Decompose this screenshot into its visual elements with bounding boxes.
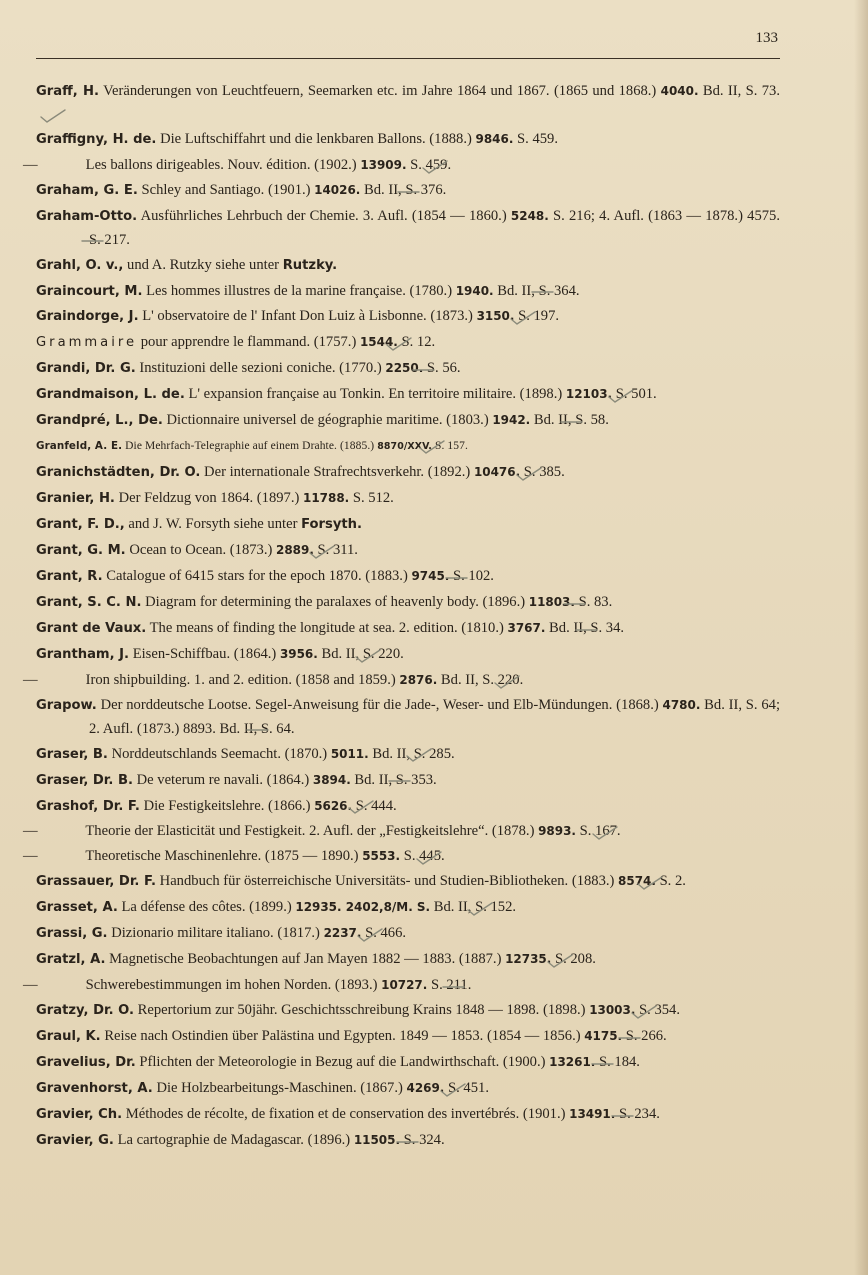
entry-title: and J. W. Forsyth siehe unter bbox=[128, 516, 298, 533]
catalog-entry bbox=[36, 331, 780, 354]
entry-catalog-number: 3767. bbox=[507, 621, 546, 636]
pencil-dash-mark-icon bbox=[463, 362, 493, 376]
entry-author: Grandi, Dr. G. bbox=[36, 361, 136, 377]
entry-title: Catalogue of 6415 stars for the epoch 1870. (1883.) bbox=[106, 568, 408, 585]
entry-title: Theorie der Elasticität und Festigkeit. 2. Aufl. der „Festigkeitslehre“. (1878.) bbox=[85, 823, 535, 840]
catalog-entry bbox=[36, 896, 780, 919]
page-edge-shadow bbox=[854, 0, 868, 1275]
entry-catalog-number: 14026. bbox=[314, 183, 361, 198]
entry-catalog-number: 11505. bbox=[353, 1133, 401, 1148]
entry-catalog-number: 13909. bbox=[360, 158, 407, 173]
entry-catalog-number: 2876. bbox=[399, 673, 438, 688]
catalog-entry bbox=[36, 999, 780, 1022]
entry-author: Gravier, G. bbox=[36, 1133, 114, 1149]
entry-catalog-number: 4040. bbox=[660, 84, 699, 98]
entry-reference: S. 12. bbox=[401, 334, 436, 351]
entry-catalog-number: 8574. bbox=[618, 874, 656, 889]
pencil-dash-mark-icon bbox=[448, 184, 478, 198]
entry-title: Ocean to Ocean. (1873.) bbox=[129, 542, 273, 559]
catalog-entry bbox=[23, 669, 780, 691]
entry-reference: S. 459. bbox=[517, 131, 558, 148]
entry-catalog-number: 3956. bbox=[279, 647, 318, 662]
pencil-check-mark-icon bbox=[623, 825, 653, 839]
catalog-entry bbox=[36, 305, 780, 328]
catalog-entry bbox=[36, 565, 780, 588]
entry-author: Graul, K. bbox=[36, 1029, 101, 1045]
entry-author: Granier, H. bbox=[36, 491, 115, 507]
catalog-entry bbox=[36, 128, 780, 151]
entry-title: Der Feldzug von 1864. (1897.) bbox=[118, 490, 300, 507]
catalog-entry bbox=[36, 409, 780, 432]
entry-author: Graser, B. bbox=[36, 746, 108, 762]
entry-catalog-number: 1544. bbox=[359, 335, 398, 350]
entry-title: Theoretische Maschinenlehre. (1875 — 1890.) bbox=[85, 848, 359, 865]
entry-author: Gravier, Ch. bbox=[36, 1107, 123, 1123]
pencil-check-mark-icon bbox=[447, 850, 477, 864]
ditto-dash: — bbox=[23, 977, 38, 994]
entry-catalog-number: 9745. bbox=[411, 569, 450, 584]
entry-catalog-number: 11788. bbox=[303, 491, 350, 506]
entry-reference: S. 311. bbox=[317, 542, 358, 559]
entry-catalog-number: 2250. bbox=[385, 361, 424, 376]
entry-reference: S. 56. bbox=[426, 360, 461, 377]
entry-catalog-number: 4269. bbox=[406, 1081, 445, 1096]
entry-reference: S. 385. bbox=[523, 464, 565, 481]
catalog-entry bbox=[23, 845, 780, 867]
pencil-check-mark-icon bbox=[406, 648, 436, 662]
entry-reference: S. 324. bbox=[403, 1132, 445, 1149]
catalog-entry bbox=[36, 513, 780, 536]
catalog-entry bbox=[36, 179, 780, 202]
entry-author: Grammaire bbox=[36, 335, 138, 351]
entry-catalog-number: 4175. bbox=[584, 1029, 623, 1044]
entry-reference: S. 445. bbox=[403, 848, 445, 865]
entry-author: Grassi, G. bbox=[36, 926, 108, 942]
entry-catalog-number: 11803. bbox=[528, 595, 575, 610]
entry-catalog-number: 9893. bbox=[538, 824, 576, 839]
entry-title: Dizionario militare italiano. (1817.) bbox=[111, 925, 320, 942]
entry-title: Schley and Santiago. (1901.) bbox=[141, 182, 311, 199]
entry-author: Grant de Vaux. bbox=[36, 621, 147, 637]
pencil-dash-mark-icon bbox=[132, 233, 162, 247]
pencil-check-mark-icon bbox=[91, 108, 121, 122]
entry-author: Gratzl, A. bbox=[36, 952, 106, 968]
entry-reference: Bd. II, S. 73. bbox=[702, 83, 781, 99]
pencil-check-mark-icon bbox=[525, 674, 555, 688]
catalog-entry bbox=[36, 694, 780, 740]
entry-author: Grandmaison, L. de. bbox=[36, 387, 185, 403]
pencil-check-mark-icon bbox=[561, 310, 591, 324]
entry-reference: Forsyth. bbox=[301, 517, 362, 533]
catalog-entry bbox=[36, 1077, 780, 1100]
entry-reference: Bd. II, S. 376. bbox=[364, 182, 447, 199]
entry-catalog-number: 3150. bbox=[476, 309, 515, 324]
entry-reference: S. 211. bbox=[430, 977, 472, 994]
entry-catalog-number: 12935. 2402,8/M. S. bbox=[295, 900, 431, 915]
pencil-dash-mark-icon bbox=[669, 1030, 699, 1044]
catalog-entry bbox=[36, 280, 780, 303]
entry-title: Die Luftschiffahrt und die lenkbaren Ballons. (1888.) bbox=[160, 131, 472, 148]
entry-reference: S. 459. bbox=[410, 157, 452, 174]
header-rule bbox=[36, 58, 780, 59]
entry-title: Der norddeutsche Lootse. Segel-Anweisung für die Jade-, Weser- und Elb-Mündungen. (1868.) bbox=[100, 697, 659, 714]
pencil-check-mark-icon bbox=[470, 440, 500, 454]
catalog-entry bbox=[36, 948, 780, 971]
catalog-entry bbox=[36, 1025, 780, 1048]
entry-catalog-number: 8870/XXV. bbox=[377, 441, 432, 453]
entry-reference: S. 234. bbox=[618, 1106, 660, 1123]
pencil-dash-mark-icon bbox=[473, 979, 503, 993]
entry-catalog-number: 13491. bbox=[569, 1107, 616, 1122]
entry-author: Graham, G. E. bbox=[36, 183, 138, 199]
ditto-dash: — bbox=[23, 157, 38, 174]
entry-title: Handbuch für österreichische Universitäts- und Studien-Bibliotheken. (1883.) bbox=[159, 873, 615, 890]
entry-reference: S. 184. bbox=[598, 1054, 640, 1071]
entry-catalog-number: 9846. bbox=[475, 132, 514, 147]
entry-title: Diagram for determining the paralaxes of heavenly body. (1896.) bbox=[145, 594, 526, 611]
entry-reference: S. 354. bbox=[639, 1002, 680, 1019]
entry-title: L' observatoire de l' Infant Don Luiz à Lisbonne. (1873.) bbox=[142, 308, 473, 325]
entry-catalog-number: 2889. bbox=[276, 543, 314, 558]
entry-reference: Rutzky. bbox=[282, 257, 338, 273]
entry-author: Gravelius, Dr. bbox=[36, 1055, 136, 1071]
entry-author: Grashof, Dr. F. bbox=[36, 798, 140, 814]
catalog-entry bbox=[36, 643, 780, 666]
entry-title: Instituzioni delle sezioni coniche. (1770.) bbox=[139, 360, 382, 377]
pencil-check-mark-icon bbox=[518, 901, 548, 915]
entry-author: Gratzy, Dr. O. bbox=[36, 1003, 135, 1019]
entry-author: Grapow. bbox=[36, 698, 97, 714]
entry-title: Norddeutschlands Seemacht. (1870.) bbox=[111, 745, 328, 762]
catalog-entry bbox=[36, 769, 780, 792]
entry-catalog-number: 5626. bbox=[314, 798, 353, 813]
pencil-dash-mark-icon bbox=[626, 622, 656, 636]
entry-reference: S. 83. bbox=[578, 594, 613, 611]
pencil-check-mark-icon bbox=[399, 799, 429, 813]
entry-reference: S. 501. bbox=[615, 386, 657, 403]
entry-title: Dictionnaire universel de géographie maritime. (1803.) bbox=[166, 412, 489, 429]
entry-title: Méthodes de récolte, de fixation et de conservation des invertébrés. (1901.) bbox=[125, 1106, 566, 1123]
entry-catalog-number: 5248. bbox=[510, 209, 549, 224]
pencil-check-mark-icon bbox=[659, 388, 689, 402]
entry-title: und A. Rutzky siehe unter bbox=[127, 256, 280, 273]
pencil-dash-mark-icon bbox=[611, 414, 641, 428]
catalog-entry bbox=[36, 922, 780, 945]
entry-title: La cartographie de Madagascar. (1896.) bbox=[117, 1132, 351, 1149]
entry-reference: S. 197. bbox=[518, 308, 560, 325]
ditto-dash: — bbox=[23, 672, 38, 689]
pencil-check-mark-icon bbox=[491, 1082, 521, 1096]
entry-catalog-number: 2237. bbox=[323, 926, 362, 941]
entry-reference: S. 444. bbox=[355, 797, 397, 814]
entry-author: Graindorge, J. bbox=[36, 309, 139, 325]
catalog-entry bbox=[36, 487, 780, 510]
entry-title: Die Holzbearbeitungs-Maschinen. (1867.) bbox=[156, 1080, 403, 1097]
entry-author: Graser, Dr. B. bbox=[36, 772, 133, 788]
pencil-check-mark-icon bbox=[437, 336, 467, 350]
entry-reference: Bd. II, S. 34. bbox=[549, 620, 625, 637]
entry-catalog-number: 12103. bbox=[565, 387, 613, 402]
entry-reference: Bd. II, S. 64; 2. Aufl. (1873.) 8893. Bd. II, S. 64. bbox=[89, 697, 780, 737]
entry-title: Schwerebestimmungen im hohen Norden. (1893.) bbox=[85, 977, 378, 994]
entry-title: pour apprendre le flammand. (1757.) bbox=[140, 334, 357, 351]
catalog-entry bbox=[36, 1103, 780, 1126]
entry-author: Grant, S. C. N. bbox=[36, 595, 142, 611]
entry-reference: S. 216; 4. Aufl. (1863 — 1878.) 4575. S. 217. bbox=[89, 208, 780, 248]
entry-title: Les hommes illustres de la marine française. (1780.) bbox=[146, 282, 453, 299]
entry-author: Grantham, J. bbox=[36, 647, 130, 663]
entry-catalog-number: 1940. bbox=[455, 283, 494, 298]
entry-reference: S. 167. bbox=[579, 823, 621, 840]
entry-author: Grassauer, Dr. F. bbox=[36, 874, 156, 890]
entry-reference: Bd. II, S. 220. bbox=[440, 672, 524, 689]
entry-reference: S. 451. bbox=[448, 1080, 489, 1097]
pencil-check-mark-icon bbox=[682, 1004, 712, 1018]
entry-catalog-number: 12735. bbox=[505, 952, 552, 967]
catalog-entry bbox=[36, 539, 780, 562]
entry-catalog-number: 10476. bbox=[473, 465, 521, 480]
entry-author: Graham-Otto. bbox=[36, 209, 138, 225]
catalog-entry bbox=[23, 974, 780, 996]
entry-catalog-number: 5553. bbox=[362, 849, 401, 864]
entry-author: Grahl, O. v., bbox=[36, 257, 124, 273]
entry-catalog-number: 5011. bbox=[330, 746, 369, 761]
entry-reference: Bd. II, S. 353. bbox=[354, 771, 437, 788]
entry-title: Iron shipbuilding. 1. and 2. edition. (1858 and 1859.) bbox=[85, 672, 396, 689]
pencil-check-mark-icon bbox=[408, 927, 438, 941]
pencil-check-mark-icon bbox=[688, 875, 718, 889]
catalog-entry bbox=[36, 461, 780, 484]
catalog-entry bbox=[36, 357, 780, 380]
entry-author: Grant, G. M. bbox=[36, 543, 126, 559]
catalog-entry bbox=[36, 870, 780, 893]
entry-title: Veränderungen von Leuchtfeuern, Seemarken etc. im Jahre 1864 und 1867. (1865 und 1868.) bbox=[103, 83, 657, 99]
entry-reference: Bd. II, S. 285. bbox=[372, 745, 455, 762]
ditto-dash: — bbox=[23, 848, 38, 865]
ditto-dash: — bbox=[23, 823, 38, 840]
entry-reference: Bd. II, S. 220. bbox=[321, 646, 404, 663]
pencil-check-mark-icon bbox=[567, 466, 597, 480]
entry-reference: Bd. II, S. 152. bbox=[433, 899, 517, 916]
page-number: 133 bbox=[755, 30, 778, 46]
entry-title: Reise nach Ostindien über Palästina und Egypten. 1849 — 1853. (1854 — 1856.) bbox=[104, 1028, 581, 1045]
entry-author: Grasset, A. bbox=[36, 900, 118, 916]
entry-title: The means of finding the longitude at sea. 2. edition. (1810.) bbox=[149, 620, 504, 637]
entry-catalog-number: 13261. bbox=[549, 1055, 596, 1070]
entry-author: Graincourt, M. bbox=[36, 283, 143, 299]
pencil-dash-mark-icon bbox=[297, 722, 327, 736]
entry-title: Eisen-Schiffbau. (1864.) bbox=[132, 646, 277, 663]
entry-catalog-number: 13003. bbox=[589, 1003, 636, 1018]
entry-catalog-number: 1942. bbox=[492, 413, 531, 428]
entry-author: Graff, H. bbox=[36, 84, 99, 99]
entry-reference: S. 208. bbox=[554, 951, 596, 968]
entry-reference: S. 157. bbox=[434, 440, 468, 453]
pencil-dash-mark-icon bbox=[439, 773, 469, 787]
entry-catalog-number: 3894. bbox=[312, 772, 351, 787]
catalog-entry bbox=[23, 154, 780, 176]
entry-reference: S. 2. bbox=[659, 873, 686, 890]
catalog-entry bbox=[36, 795, 780, 818]
entry-title: L' expansion française au Tonkin. En territoire militaire. (1898.) bbox=[188, 386, 563, 403]
catalog-entry bbox=[36, 254, 780, 277]
catalog-entry bbox=[23, 820, 780, 842]
entry-author: Grant, F. D., bbox=[36, 517, 125, 533]
entry-catalog-number: 10727. bbox=[381, 978, 428, 993]
entry-reference: S. 466. bbox=[365, 925, 407, 942]
entry-title: Ausführliches Lehrbuch der Chemie. 3. Aufl. (1854 — 1860.) bbox=[140, 208, 507, 225]
entry-title: Les ballons dirigeables. Nouv. édition. (1902.) bbox=[85, 157, 357, 174]
entry-reference: S. 512. bbox=[352, 490, 394, 507]
entry-title: Die Festigkeitslehre. (1866.) bbox=[143, 797, 311, 814]
catalog-entry-list bbox=[23, 80, 781, 1155]
entry-title: La défense des côtes. (1899.) bbox=[121, 899, 292, 916]
entry-author: Graffigny, H. de. bbox=[36, 132, 157, 148]
catalog-entry bbox=[36, 617, 780, 640]
pencil-dash-mark-icon bbox=[496, 570, 526, 584]
entry-title: Repertorium zur 50jähr. Geschichtsschreibung Krains 1848 — 1898. (1898.) bbox=[137, 1002, 586, 1019]
catalog-entry bbox=[36, 435, 780, 458]
entry-catalog-number: 4780. bbox=[662, 698, 701, 713]
pencil-check-mark-icon bbox=[598, 953, 628, 967]
pencil-check-mark-icon bbox=[453, 159, 483, 173]
entry-title: De veterum re navali. (1864.) bbox=[136, 771, 310, 788]
catalog-entry bbox=[36, 80, 780, 126]
pencil-dash-mark-icon bbox=[662, 1108, 692, 1122]
catalog-entry bbox=[36, 383, 780, 406]
entry-title: Der internationale Strafrechtsverkehr. (1892.) bbox=[204, 464, 471, 481]
pencil-dash-mark-icon bbox=[614, 596, 644, 610]
catalog-entry bbox=[36, 591, 780, 614]
catalog-entry bbox=[36, 1051, 780, 1074]
pencil-dash-mark-icon bbox=[582, 284, 612, 298]
entry-author: Grandpré, L., De. bbox=[36, 413, 163, 429]
entry-author: Granfeld, A. E. bbox=[36, 440, 123, 453]
entry-author: Gravenhorst, A. bbox=[36, 1081, 153, 1097]
entry-author: Granichstädten, Dr. O. bbox=[36, 465, 201, 481]
entry-reference: S. 266. bbox=[625, 1028, 667, 1045]
pencil-dash-mark-icon bbox=[642, 1056, 672, 1070]
entry-reference: Bd. II, S. 58. bbox=[533, 412, 609, 429]
entry-reference: Bd. II, S. 364. bbox=[497, 282, 580, 299]
catalog-entry bbox=[36, 205, 780, 251]
pencil-check-mark-icon bbox=[360, 544, 390, 558]
entry-title: Die Mehrfach-Telegraphie auf einem Drahte. (1885.) bbox=[125, 440, 375, 453]
entry-author: Grant, R. bbox=[36, 569, 103, 585]
entry-reference: S. 102. bbox=[452, 568, 494, 585]
pencil-check-mark-icon bbox=[457, 747, 487, 761]
pencil-dash-mark-icon bbox=[447, 1134, 477, 1148]
entry-title: Pflichten der Meteorologie in Bezug auf die Landwirthschaft. (1900.) bbox=[139, 1054, 546, 1071]
catalog-entry bbox=[36, 1129, 780, 1152]
catalog-entry bbox=[36, 743, 780, 766]
entry-title: Magnetische Beobachtungen auf Jan Mayen 1882 — 1883. (1887.) bbox=[109, 951, 502, 968]
